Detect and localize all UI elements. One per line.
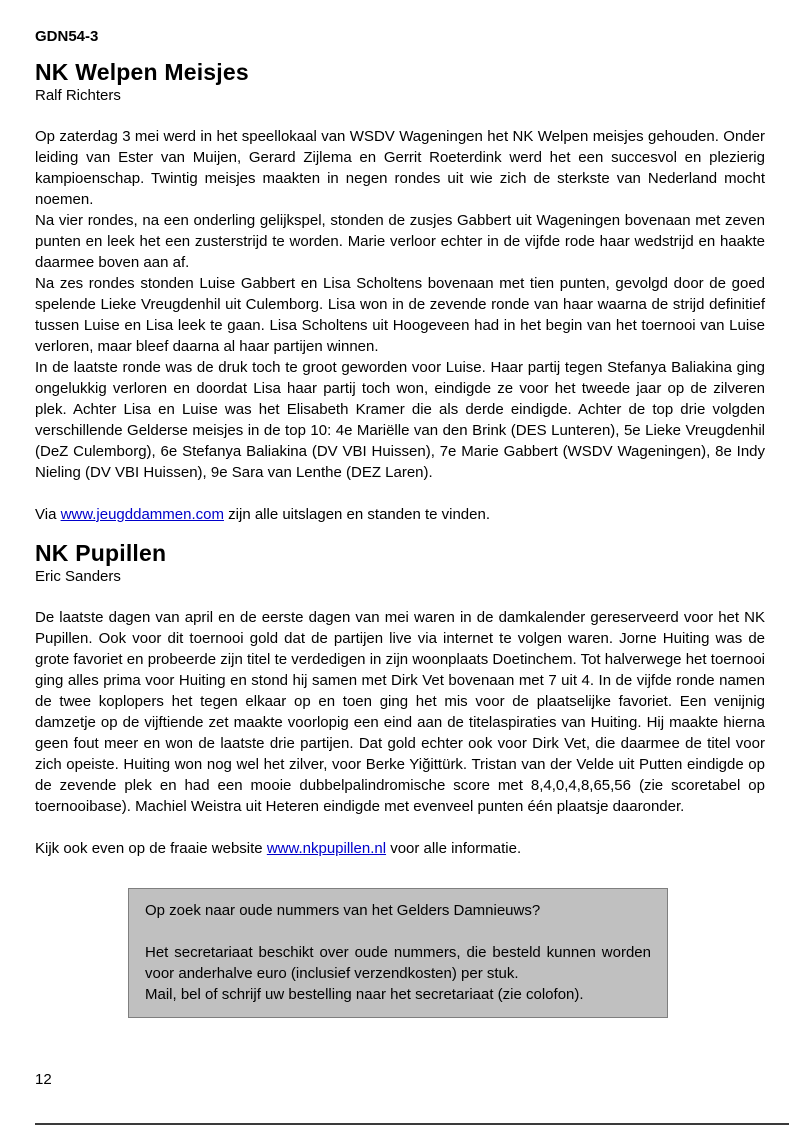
article1-paragraph-2: Na vier rondes, na een onderling gelijkspel, stonden de zusjes Gabbert uit Wageningen bovenaan met zeven punten en leek het een zusterstrijd te worden. Marie verloor echter in de vijfde rode haar wedstrijd en haakte daarmee boven aan af. [35,212,765,271]
article1-paragraph-4: In de laatste ronde was de druk toch te groot geworden voor Luise. Haar partij tegen Stefanya Baliakina ging ongelukkig verloren en doordat Lisa haar partij toch won, eindigde ze voor het tweede jaar op de zilveren plek. Achter Lisa en Luise was het Elisabeth Kramer die als derde eindigde. Achter de top drie volgden verschillende Gelderse meisjes in de top 10: 4e Mariëlle van den Brink (DES Lunteren), 5e Lieke Vreugdenhil (DeZ Culemborg), 6e Stefanya Baliakina (DV VBI Huissen), 7e Marie Gabbert (WSDV Wageningen), 8e Indy Nieling (DV VBI Huissen), 9e Sara van Lenthe (DEZ Laren). [35,359,765,481]
article1-author: Ralf Richters [35,87,121,104]
doc-code: GDN54-3 [35,28,99,45]
article2-link-line [35,838,765,859]
back-issues-notice-box [128,888,668,1018]
article2-link-pre-text: Kijk ook even op de fraaie website [35,840,267,857]
article1-link-line [35,504,765,525]
article2-paragraph-1: De laatste dagen van april en de eerste dagen van mei waren in de damkalender gereserveerd voor het NK Pupillen. Ook voor dit toernooi gold dat de partijen live via internet te volgen waren. Jorne Huiting was de grote favoriet en probeerde zijn titel te verdedigen in zijn woonplaats Doetinchem. Tot halverwege het toernooi ging alles prima voor Huiting en stond hij samen met Dirk Vet bovenaan met 7 uit 4. In de vijfde ronde namen de twee koplopers het tegen elkaar op en toen ging het mis voor de plaatselijke favoriet. Een venijnig damzetje op de vijftiende zet maakte voorlopig een eind aan de titelaspiraties van Huiting. Hij maakte hierna geen fout meer en won de laatste drie partijen. Dat gold echter ook voor Dirk Vet, die daarmee de titel voor zich opeiste. Huiting won nog wel het zilver, voor Berke Yiğittürk. Tristan van der Velde uit Putten eindigde op de zevende plek en had een mooie dubbelpalindromische score met 8,4,0,4,8,65,56 (zie scoretabel op toernooibase). Machiel Weistra uit Heteren eindigde met evenveel punten één plaatsje daaronder. [35,609,765,815]
article1-paragraph-3: Na zes rondes stonden Luise Gabbert en Lisa Scholtens bovenaan met tien punten, gevolgd door de goed spelende Lieke Vreugdenhil uit Culemborg. Lisa won in de zevende ronde van haar waarna de strijd definitief tussen Luise en Lisa leek te gaan. Lisa Scholtens uit Hoogeveen had in het begin van het toernooi van Luise verloren, maar bleef daarna al haar partijen winnen. [35,275,765,355]
article2-author: Eric Sanders [35,568,121,585]
jeugddammen-link[interactable]: www.jeugddammen.com [60,506,224,523]
notice-blank-line [145,921,651,942]
notice-question-line: Op zoek naar oude nummers van het Gelders Damnieuws? [145,902,541,919]
notice-order-info-line: Het secretariaat beschikt over oude nummers, die besteld kunnen worden voor anderhalve euro (inclusief verzendkosten) per stuk. [145,944,651,982]
article2-link-post-text: voor alle informatie. [386,840,522,857]
article1-title: NK Welpen Meisjes [35,59,249,85]
notice-contact-line: Mail, bel of schrijf uw bestelling naar het secretariaat (zie colofon). [145,986,584,1003]
article1-link-pre-text: Via [35,506,61,523]
article1-link-post-text: zijn alle uitslagen en standen te vinden. [223,506,490,523]
nkpupillen-link[interactable]: www.nkpupillen.nl [266,840,387,857]
article1-paragraph-1: Op zaterdag 3 mei werd in het speellokaal van WSDV Wageningen het NK Welpen meisjes gehouden. Onder leiding van Ester van Muijen, Gerard Zijlema en Gerrit Roeterdink werd het een succesvol en plezierig kampioenschap. Twintig meisjes maakten in negen rondes uit wie zich de sterkste van Nederland mocht noemen. [35,128,765,208]
article2-title: NK Pupillen [35,540,167,566]
footer-divider-rule [35,1123,789,1125]
page-number: 12 [35,1071,52,1088]
